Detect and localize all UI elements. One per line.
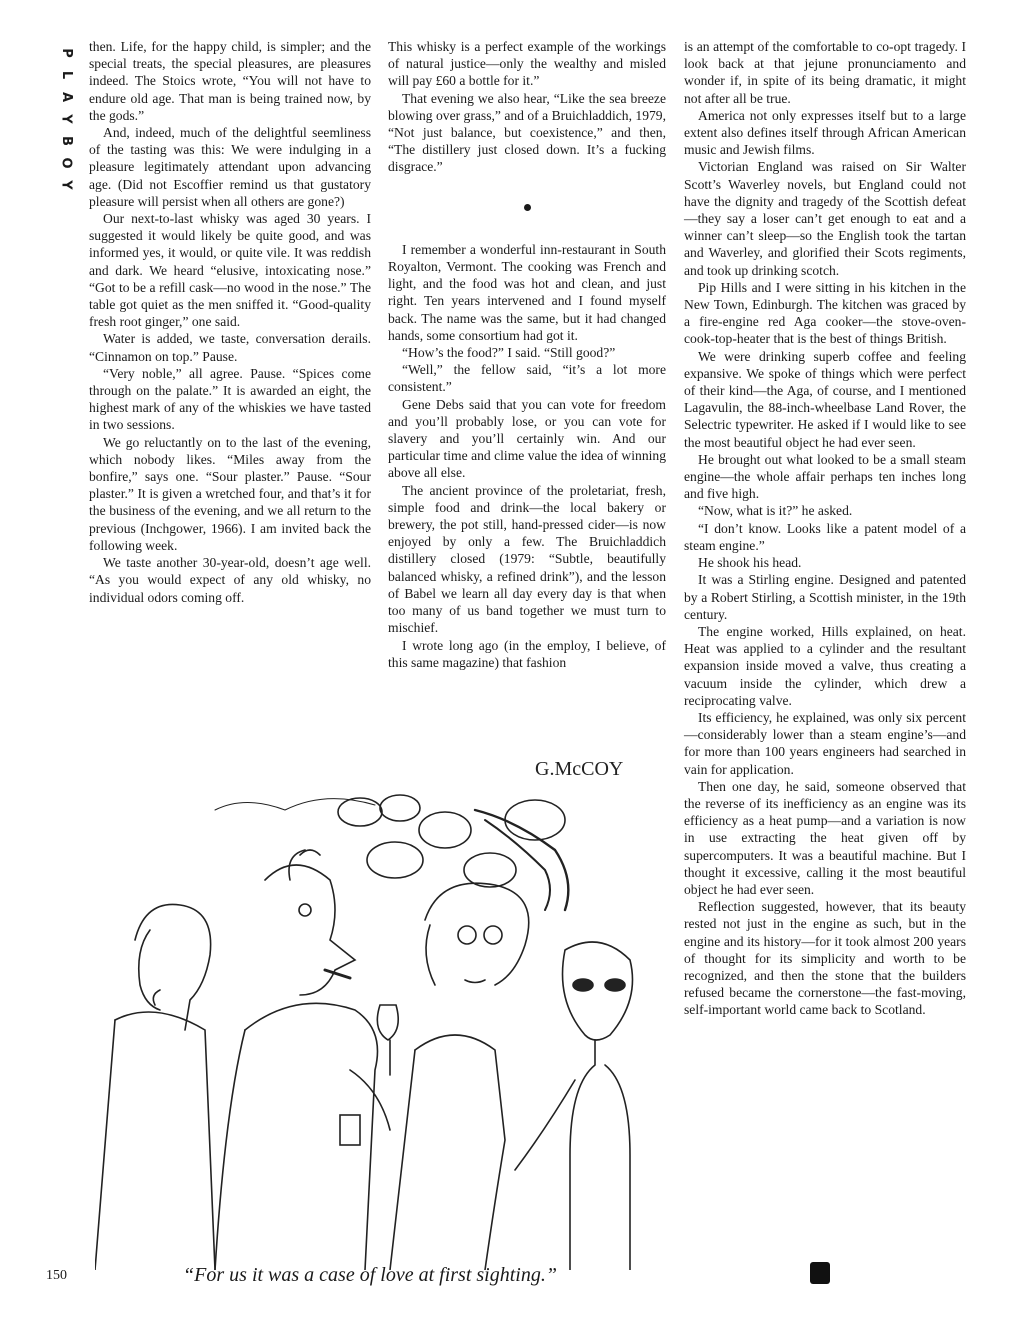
cartoon-caption: “For us it was a case of love at first sighting.”: [183, 1264, 557, 1286]
paragraph: This whisky is a perfect example of the workings of natural justice—only the wealthy and misled will pay £60 a bottle for it.”: [388, 39, 666, 89]
column-2: [388, 38, 666, 671]
bunny-logo-icon: [810, 1262, 830, 1284]
column-1: [89, 38, 371, 606]
running-title-letter: B: [58, 136, 74, 146]
paragraph: is an attempt of the comfortable to co-opt tragedy. I look back at that jejune pronunciamento and wonder if, in spite of its being dramatic, it might not after all be true.: [684, 39, 966, 106]
running-title-letter: P: [59, 48, 74, 58]
paragraph: We go reluctantly on to the last of the evening, which nobody likes. “Miles away from the bonfire,” says one. “Sour plaster.” Pause. “Sour plaster.” It is given a wretched four, and that’s it for the business of the evening, and we all return to the previous (Inchgower, 1966). I am invited back the following week.: [89, 434, 371, 553]
paragraph: The engine worked, Hills explained, on heat. Heat was applied to a cylinder and the resultant expansion inside moved a valve, thus creating a vacuum inside the cylinder, which drew a reciprocating valve.: [684, 623, 966, 708]
paragraph: That evening we also hear, “Like the sea breeze blowing over grass,” and of a Bruichladdich, 1979, “Not just balance, but coexistence,” and then, “The distillery just closed down. It’s a fucking disgrace.”: [388, 90, 666, 175]
paragraph: I remember a wonderful inn-restaurant in South Royalton, Vermont. The cooking was French and light, and the food was hot and clean, and just right. Ten years intervened and I found myself back. The name was the same, but it had changed hands, some consortium had got it.: [388, 241, 666, 343]
paragraph: Then one day, he said, someone observed that the reverse of its inefficiency as an engine was its efficiency as a heat pump—and a variation is now in use extracting the heat given off by supercomputers. It was a beautiful machine. But I thought it excessive, calling it the most beautiful object he had ever seen.: [684, 778, 966, 897]
woman-wine-figure: [377, 883, 528, 1270]
paragraph: Pip Hills and I were sitting in his kitchen in the New Town, Edinburgh. The kitchen was graced by a fire-engine red Aga cooker—the stove-oven-cook-top-heater that is the best of things British.: [684, 279, 966, 347]
paragraph: He shook his head.: [698, 555, 802, 571]
paragraph: “Now, what is it?” he asked.: [698, 503, 853, 519]
alien-figure: [515, 942, 633, 1270]
running-title-letter: Y: [58, 180, 74, 190]
page-number: 150: [46, 1268, 67, 1283]
paragraph: Gene Debs said that you can vote for freedom and you’ll probably lose, or you can vote for slavery and you’ll certainly win. And our particular time and clime value the idea of winning above all else.: [388, 396, 666, 481]
section-break-bullet: [388, 198, 666, 215]
paragraph: then. Life, for the happy child, is simpler; and the special treats, the special pleasures, are pleasures indeed. The Stoics wrote, “You will not have to endure old age. That man is being trained now, by the gods.”: [89, 39, 371, 123]
paragraph: It was a Stirling engine. Designed and patented by a Robert Stirling, a Scottish minister, in the 19th century.: [684, 572, 966, 622]
running-title-letter: L: [58, 70, 74, 80]
running-title: [58, 42, 74, 196]
paragraph: Reflection suggested, however, that its beauty rested not just in the engine as such, but in the engine and its history—for it took almost 200 years of thought for its simplicity and worth to be recognized, and then the stone that the builders refused became the cornerstone—the fast-moving, self-important world came back to Scotland.: [684, 899, 966, 1018]
cartoon-signature: G.McCOY: [535, 758, 624, 780]
paragraph: Victorian England was raised on Sir Walter Scott’s Waverley novels, but England could not have the dignity and tragedy of the Scottish defeat—they say a loser can’t get enough to eat and a winner can’t sleep—so the English took the tartan and Waverley, and glorified their Scots regiments, and took up drinking scotch.: [684, 159, 966, 278]
cartoon-illustration: [95, 750, 670, 1270]
paragraph: The ancient province of the proletariat, fresh, simple food and drink—the local bakery or brewery, the pot still, hand-pressed cider—is now enjoyed by only a few. The Bruichladdich distillery closed (1979: “Subtle, beautifully balanced whisky, a refined drink”), and the lesson of Babel we learn all day every day is that when too many of us band together we must turn to mischief.: [388, 482, 666, 636]
paragraph: Its efficiency, he explained, was only six percent—considerably lower than a steam engine’s—and for more than 100 years engineers had searched in vain for application.: [684, 709, 966, 777]
paragraph: Our next-to-last whisky was aged 30 years. I suggested it would likely be quite good, and was informed yes, it would, or quite vile. It was reddish and dark. We heard “elusive, intoxicating nose.” “Got to be a refill cask—no wood in the nose.” The table got quiet as the men sniffed it. “Good-quality fresh root ginger,” one said.: [89, 211, 371, 330]
paragraph: Water is added, we taste, conversation derails. “Cinnamon on top.” Pause.: [89, 331, 371, 364]
paragraph: And, indeed, much of the delightful seemliness of the tasting was this: We were indulging in a pleasure legitimately attendant upon advancing age. (Did not Escoffier remind us that gustatory pleasure will persist when all others are gone?): [89, 125, 371, 209]
paragraph: We were drinking superb coffee and feeling expansive. We spoke of things which were perfect of their kind—the Aga, of course, and I mentioned Lagavulin, the 88-inch-wheelbase Land Rover, the Selectric typewriter. He asked if I would like to see the most beautiful object he had ever seen.: [684, 348, 966, 450]
paragraph: I wrote long ago (in the employ, I believe, of this same magazine) that fashion: [388, 637, 666, 670]
paragraph: “Very noble,” all agree. Pause. “Spices come through on the palate.” It is awarded an eight, the highest mark of any of the whiskies we have tasted in two sessions.: [89, 365, 371, 433]
paragraph: America not only expresses itself but to a large extent also defines itself through African American music and Jewish films.: [684, 107, 966, 158]
man-figure: [215, 850, 390, 1270]
paragraph: “Well,” the fellow said, “it’s a lot more consistent.”: [388, 362, 666, 395]
running-title-letter: O: [59, 157, 74, 169]
paragraph: We taste another 30-year-old, doesn’t age well. “As you would expect of any old whisky, no individual odors coming off.: [89, 555, 371, 605]
column-3: [684, 38, 966, 1019]
woman-left-figure: [95, 904, 215, 1270]
running-title-letter: Y: [58, 114, 74, 124]
paragraph: “I don’t know. Looks like a patent model of a steam engine.”: [684, 520, 966, 553]
running-title-letter: A: [59, 91, 74, 103]
paragraph: He brought out what looked to be a small steam engine—the whole affair perhaps ten inches long and five high.: [684, 451, 966, 502]
paragraph: “How’s the food?” I said. “Still good?”: [402, 345, 616, 361]
